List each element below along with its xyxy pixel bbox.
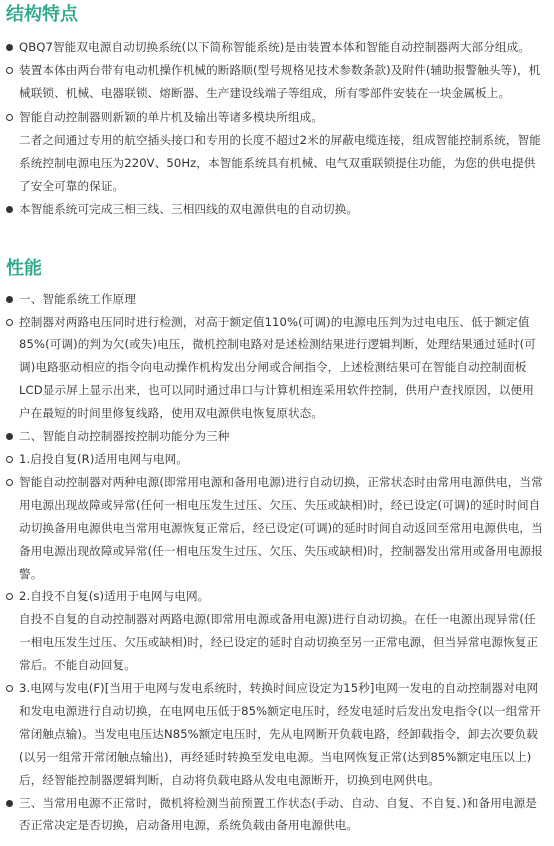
bullet-hollow-icon xyxy=(6,114,13,121)
list-item xyxy=(6,585,544,677)
bullet-hollow-icon xyxy=(6,685,13,692)
list-item xyxy=(6,311,544,426)
bullet-filled-icon xyxy=(6,206,13,213)
item-text: 2.自投不自复(s)适用于电网与电网。 自投不自复的自动控制器对两路电源(即常用电源或备用电源)进行自动切换。在任一电源出现异常(任一相电压发生过压、欠压或缺相)时，经已设定的延时自动切换至另一正常电源，但当异常电源恢复正常后。不能自动回复。 xyxy=(19,589,539,673)
list-item xyxy=(6,288,544,311)
bullet-filled-icon xyxy=(6,433,13,440)
list-item xyxy=(6,425,544,448)
bullet-hollow-icon xyxy=(6,456,13,463)
bullet-filled-icon xyxy=(6,44,13,51)
item-text: 本智能系统可完成三相三线、三相四线的双电源供电的自动切换。 xyxy=(19,202,359,217)
item-text: 1.启投自复(R)适用电网与电网。 xyxy=(19,451,188,466)
item-text: 二、智能自动控制器按控制功能分为三种 xyxy=(19,429,230,444)
bullet-hollow-icon xyxy=(6,593,13,600)
list-item xyxy=(6,59,544,105)
list-item xyxy=(6,792,544,838)
structure-list xyxy=(6,36,544,222)
list-item xyxy=(6,471,544,586)
item-text: 三、当常用电源不正常时，微机将检测当前预置工作状态(手动、自动、自复、不自复、)和备用电源是否正常决定是否切换，启动备用电源，系统负载由备用电源供电。 xyxy=(19,795,537,833)
bullet-filled-icon xyxy=(6,800,13,807)
list-item xyxy=(6,106,544,199)
list-item xyxy=(6,677,544,792)
bullet-hollow-icon xyxy=(6,319,13,326)
item-text: 智能自动控制器则新颖的单片机及输出等诸多模块所组成。 二者之间通过专用的航空插头接口和专用的长度不超过2米的屏蔽电缆连接，组成智能控制系统，智能系统控制电源电压为220V、50Hz，本智能系统具有机械、电气双重联锁提住功能，为您的供电提供了安全可靠的保证。 xyxy=(19,109,542,194)
item-text: 3.电网与发电(F)[当用于电网与发电系统时，转换时间应设定为15秒]电网一发电的自动控制器对电网和发电电源进行自动切换，在电网电压低于85%额定电压时，经发电延时后发出发电指令(以一组常开常闭触点输)。当发电电压达N85%额定电压时，先从电网断开负载电路，经卸载指令，卸去次要负载(以另一组常开常闭触点输出)，再经延时转换至发电电源。当电网恢复正常(达到85%额定电压以上)后，经智能控制器逻辑判断，自动将负载电路从发电电源断开，切换到电网供电。 xyxy=(19,681,541,787)
bullet-hollow-icon xyxy=(6,479,13,486)
item-text: 一、智能系统工作原理 xyxy=(19,291,136,306)
section-title-performance: 性能 xyxy=(6,257,42,279)
bullet-hollow-icon xyxy=(6,67,13,74)
bullet-filled-icon xyxy=(6,296,13,303)
item-text: QBQ7智能双电源自动切换系统(以下简称智能系统)是由装置本体和智能自动控制器两大部分组成。 xyxy=(19,40,530,54)
item-text: 智能自动控制器对两种电源(即常用电源和备用电源)进行自动切换，正常状态时由常用电源供电，当常用电源出现故障或异常(任何一相电压发生过压、欠压、失压或缺相)时，经已设定(可调)的延时时间自动切换备用电源供电当常用电源恢复正常后，经已设定(可调)的延时时间自动返回至常用电源供电，当备用电源出现故障或异常(任一相电压发生过压、欠压、失压或缺相)时，控制器发出常用或备用电源报警。 xyxy=(19,474,543,581)
list-item xyxy=(6,36,544,59)
item-text: 装置本体由两台带有电动机操作机械的断路顺(型号规格见技术参数条款)及附件(辅助报警触头等)，机械联锁、机械、电器联锁、熔断器、生产建设线端子等组成，所有零部件安装在一块金属板上。 xyxy=(19,63,541,101)
list-item xyxy=(6,448,544,471)
list-item xyxy=(6,198,544,221)
performance-list xyxy=(6,288,544,838)
item-text: 控制器对两路电压同时进行检测，对高于额定值110%(可调)的电源电压判为过电电压、低于额定值85%(可调)的判为欠(或失)电压，微机控制电路对是述检测结果进行逻辑判断，处理结果通过延时(可调)电路驱动相应的指令向电动操作机构发出分闸或合闸指令，上述检测结果可在智能自动控制面板LCD显示屏上显示出来，也可以同时通过串口与计算机相连采用软件控制，供用户查找原因，以便用户在最短的时间里修复线路，使用双电源供电恢复原状态。 xyxy=(19,314,536,421)
section-title-structure: 结构特点 xyxy=(6,4,78,25)
